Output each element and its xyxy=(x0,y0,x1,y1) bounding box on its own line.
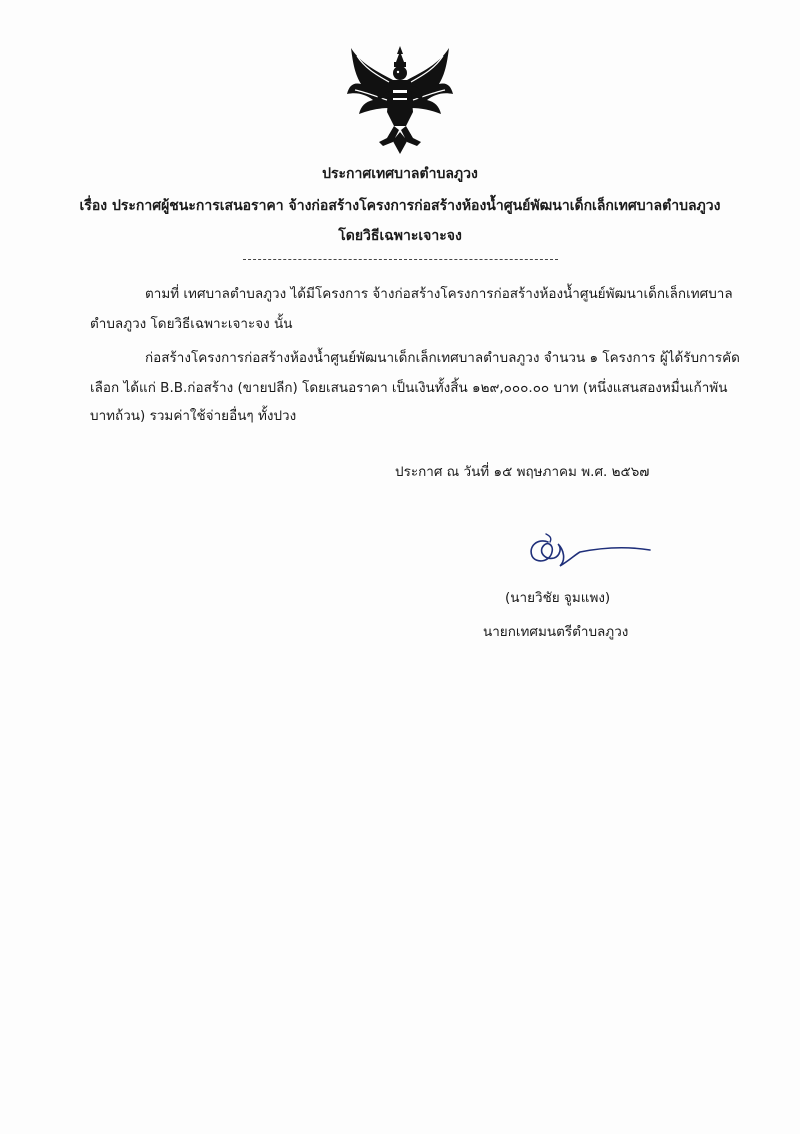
signer-position: นายกเทศมนตรีตำบลภูวง xyxy=(483,624,629,640)
method-line: โดยวิธีเฉพาะเจาะจง xyxy=(338,228,462,244)
paragraph-2-line-3: บาทถ้วน) รวมค่าใช้จ่ายอื่นๆ ทั้งปวง xyxy=(90,408,297,424)
dashed-divider xyxy=(243,259,558,260)
signer-name: (นายวิชัย จูมแพง) xyxy=(505,590,611,606)
paragraph-2-line-2: เลือก ได้แก่ B.B.ก่อสร้าง (ขายปลีก) โดยเสนอราคา เป็นเงินทั้งสิ้น ๑๒๙,๐๐๐.๐๐ บาท (หนึ่งแสนสองหมื่นเก้าพัน xyxy=(90,380,728,396)
signature-icon xyxy=(520,530,655,575)
announcement-title: ประกาศเทศบาลตำบลภูวง xyxy=(322,166,478,182)
paragraph-1-line-1: ตามที่ เทศบาลตำบลภูวง ได้มีโครงการ จ้างก่อสร้างโครงการก่อสร้างห้องน้ำศูนย์พัฒนาเด็กเล็กเทศบาล xyxy=(145,286,733,302)
paragraph-2-line-1: ก่อสร้างโครงการก่อสร้างห้องน้ำศูนย์พัฒนาเด็กเล็กเทศบาลตำบลภูวง จำนวน ๑ โครงการ ผู้ได้รับการคัด xyxy=(145,350,740,366)
subject-line: เรื่อง ประกาศผู้ชนะการเสนอราคา จ้างก่อสร้างโครงการก่อสร้างห้องน้ำศูนย์พัฒนาเด็กเล็กเทศบาลตำบลภูวง xyxy=(79,198,721,214)
announcement-date: ประกาศ ณ วันที่ ๑๕ พฤษภาคม พ.ศ. ๒๕๖๗ xyxy=(395,464,650,480)
garuda-emblem-icon xyxy=(343,42,458,157)
paragraph-1-line-2: ตำบลภูวง โดยวิธีเฉพาะเจาะจง นั้น xyxy=(90,316,293,332)
